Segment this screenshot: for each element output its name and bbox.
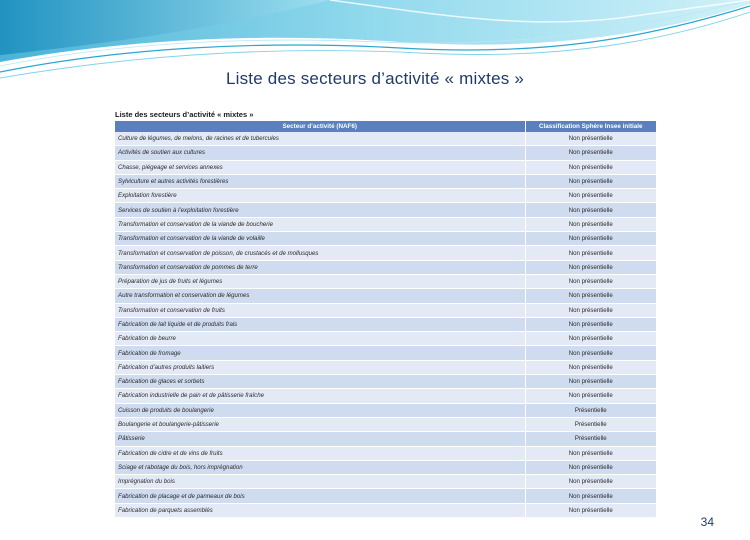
table-row xyxy=(115,346,656,360)
table-row xyxy=(115,503,656,517)
classification-cell: Présentielle xyxy=(525,403,656,417)
classification-cell: Non présentielle xyxy=(525,132,656,146)
table-row xyxy=(115,375,656,389)
sector-cell: Culture de légumes, de melons, de racines et de tubercules xyxy=(115,132,525,146)
sector-cell: Chasse, piégeage et services annexes xyxy=(115,160,525,174)
sector-cell: Fabrication de parquets assemblés xyxy=(115,503,525,517)
sector-cell: Fabrication de placage et de panneaux de bois xyxy=(115,489,525,503)
classification-cell: Non présentielle xyxy=(525,446,656,460)
table-row xyxy=(115,446,656,460)
sector-cell: Exploitation forestière xyxy=(115,189,525,203)
classification-cell: Non présentielle xyxy=(525,360,656,374)
table-row xyxy=(115,389,656,403)
table-row xyxy=(115,260,656,274)
table-caption: Liste des secteurs d’activité « mixtes » xyxy=(115,110,254,119)
classification-cell: Présentielle xyxy=(525,417,656,431)
table-row xyxy=(115,417,656,431)
classification-cell: Non présentielle xyxy=(525,303,656,317)
classification-cell: Non présentielle xyxy=(525,489,656,503)
classification-cell: Non présentielle xyxy=(525,232,656,246)
classification-cell: Présentielle xyxy=(525,432,656,446)
table-header-row xyxy=(115,121,656,132)
table-row xyxy=(115,189,656,203)
classification-cell: Non présentielle xyxy=(525,332,656,346)
table-row xyxy=(115,160,656,174)
sector-cell: Fabrication de lait liquide et de produits frais xyxy=(115,317,525,331)
classification-cell: Non présentielle xyxy=(525,346,656,360)
classification-cell: Non présentielle xyxy=(525,317,656,331)
sector-cell: Transformation et conservation de fruits xyxy=(115,303,525,317)
classification-cell: Non présentielle xyxy=(525,460,656,474)
classification-cell: Non présentielle xyxy=(525,375,656,389)
sector-cell: Fabrication de cidre et de vins de fruits xyxy=(115,446,525,460)
table-row xyxy=(115,303,656,317)
table-row xyxy=(115,432,656,446)
table-row xyxy=(115,317,656,331)
table-row xyxy=(115,132,656,146)
table-row xyxy=(115,403,656,417)
table-body xyxy=(115,132,656,518)
classification-cell: Non présentielle xyxy=(525,260,656,274)
classification-cell: Non présentielle xyxy=(525,203,656,217)
table-row xyxy=(115,232,656,246)
sector-cell: Fabrication de glaces et sorbets xyxy=(115,375,525,389)
sector-cell: Fabrication industrielle de pain et de pâtisserie fraîche xyxy=(115,389,525,403)
sector-cell: Sylviculture et autres activités forestières xyxy=(115,174,525,188)
sector-cell: Services de soutien à l’exploitation forestière xyxy=(115,203,525,217)
classification-cell: Non présentielle xyxy=(525,189,656,203)
sector-cell: Boulangerie et boulangerie-pâtisserie xyxy=(115,417,525,431)
page-number: 34 xyxy=(700,515,714,529)
sector-cell: Transformation et conservation de la viande de volaille xyxy=(115,232,525,246)
sector-cell: Fabrication d’autres produits laitiers xyxy=(115,360,525,374)
classification-cell: Non présentielle xyxy=(525,160,656,174)
classification-cell: Non présentielle xyxy=(525,475,656,489)
classification-cell: Non présentielle xyxy=(525,217,656,231)
table-row xyxy=(115,146,656,160)
sector-cell: Cuisson de produits de boulangerie xyxy=(115,403,525,417)
table-row xyxy=(115,289,656,303)
classification-cell: Non présentielle xyxy=(525,274,656,288)
sector-table-image xyxy=(115,109,656,514)
classification-cell: Non présentielle xyxy=(525,146,656,160)
classification-cell: Non présentielle xyxy=(525,174,656,188)
table-row xyxy=(115,203,656,217)
table-row xyxy=(115,475,656,489)
table-row xyxy=(115,274,656,288)
classification-cell: Non présentielle xyxy=(525,503,656,517)
sector-cell: Imprégnation du bois xyxy=(115,475,525,489)
sector-cell: Fabrication de fromage xyxy=(115,346,525,360)
sector-cell: Transformation et conservation de pommes de terre xyxy=(115,260,525,274)
sector-cell: Fabrication de beurre xyxy=(115,332,525,346)
table-row xyxy=(115,217,656,231)
classification-cell: Non présentielle xyxy=(525,389,656,403)
sector-cell: Pâtisserie xyxy=(115,432,525,446)
table-row xyxy=(115,332,656,346)
sector-table xyxy=(115,121,656,518)
sector-cell: Préparation de jus de fruits et légumes xyxy=(115,274,525,288)
table-row xyxy=(115,174,656,188)
table-row xyxy=(115,246,656,260)
column-header-sector: Secteur d’activité (NAF6) xyxy=(115,121,525,132)
classification-cell: Non présentielle xyxy=(525,246,656,260)
table-row xyxy=(115,360,656,374)
sector-cell: Sciage et rabotage du bois, hors imprégnation xyxy=(115,460,525,474)
sector-cell: Autre transformation et conservation de légumes xyxy=(115,289,525,303)
table-row xyxy=(115,460,656,474)
sector-cell: Transformation et conservation de poisson, de crustacés et de mollusques xyxy=(115,246,525,260)
slide-title: Liste des secteurs d’activité « mixtes » xyxy=(225,69,525,88)
sector-cell: Activités de soutien aux cultures xyxy=(115,146,525,160)
column-header-classification: Classification Sphère Insee initiale xyxy=(525,121,656,132)
table-row xyxy=(115,489,656,503)
header-swoosh-decoration xyxy=(0,0,750,110)
classification-cell: Non présentielle xyxy=(525,289,656,303)
sector-cell: Transformation et conservation de la viande de boucherie xyxy=(115,217,525,231)
